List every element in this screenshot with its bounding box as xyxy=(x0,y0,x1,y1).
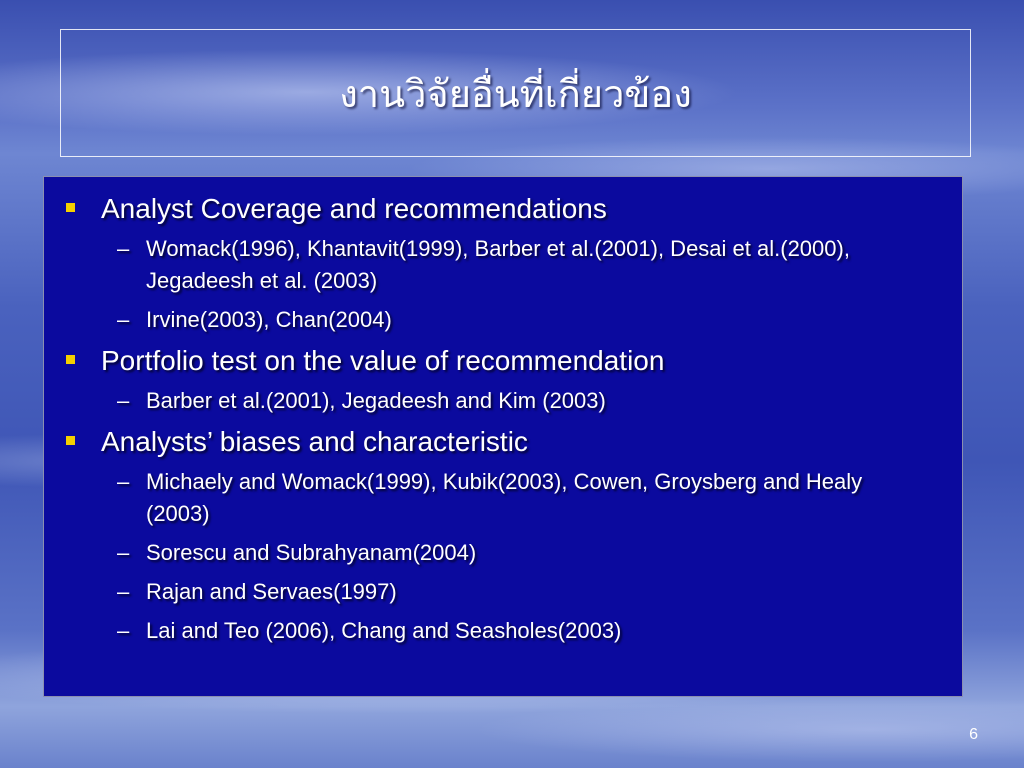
sub-text: Womack(1996), Khantavit(1999), Barber et al.(2001), Desai et al.(2000), Jegadeesh et al. (2003) xyxy=(146,236,850,293)
bullet-text: Analyst Coverage and recommendations xyxy=(101,193,607,224)
sub-list xyxy=(101,233,962,336)
dash-icon: – xyxy=(117,236,130,261)
sub-item xyxy=(101,537,962,569)
sub-text: Rajan and Servaes(1997) xyxy=(146,579,397,604)
sub-list xyxy=(101,466,962,647)
bullet-item xyxy=(44,191,962,336)
dash-icon: – xyxy=(117,579,130,604)
slide-title: งานวิจัยอื่นที่เกี่ยวข้อง xyxy=(339,71,692,116)
dash-icon: – xyxy=(117,307,130,332)
sub-item xyxy=(101,576,962,608)
content-box xyxy=(43,176,963,697)
square-bullet-icon xyxy=(66,355,75,364)
sub-item xyxy=(101,233,962,297)
bullet-text: Analysts’ biases and characteristic xyxy=(101,426,528,457)
dash-icon: – xyxy=(117,540,130,565)
bullet-text: Portfolio test on the value of recommendation xyxy=(101,345,665,376)
sub-item xyxy=(101,304,962,336)
bullet-item xyxy=(44,343,962,417)
sub-text: Irvine(2003), Chan(2004) xyxy=(146,307,392,332)
square-bullet-icon xyxy=(66,436,75,445)
sub-item xyxy=(101,466,962,530)
sub-text: Barber et al.(2001), Jegadeesh and Kim (2003) xyxy=(146,388,606,413)
sub-text: Michaely and Womack(1999), Kubik(2003), Cowen, Groysberg and Healy (2003) xyxy=(146,469,863,526)
sub-text: Lai and Teo (2006), Chang and Seasholes(2003) xyxy=(146,618,622,643)
bullet-item xyxy=(44,424,962,647)
sub-text: Sorescu and Subrahyanam(2004) xyxy=(146,540,477,565)
sub-item xyxy=(101,385,962,417)
title-box xyxy=(60,29,971,157)
square-bullet-icon xyxy=(66,203,75,212)
bullet-list xyxy=(44,177,962,647)
dash-icon: – xyxy=(117,388,130,413)
sub-list xyxy=(101,385,962,417)
dash-icon: – xyxy=(117,618,130,643)
dash-icon: – xyxy=(117,469,130,494)
page-number: 6 xyxy=(969,726,978,743)
sub-item xyxy=(101,615,962,647)
